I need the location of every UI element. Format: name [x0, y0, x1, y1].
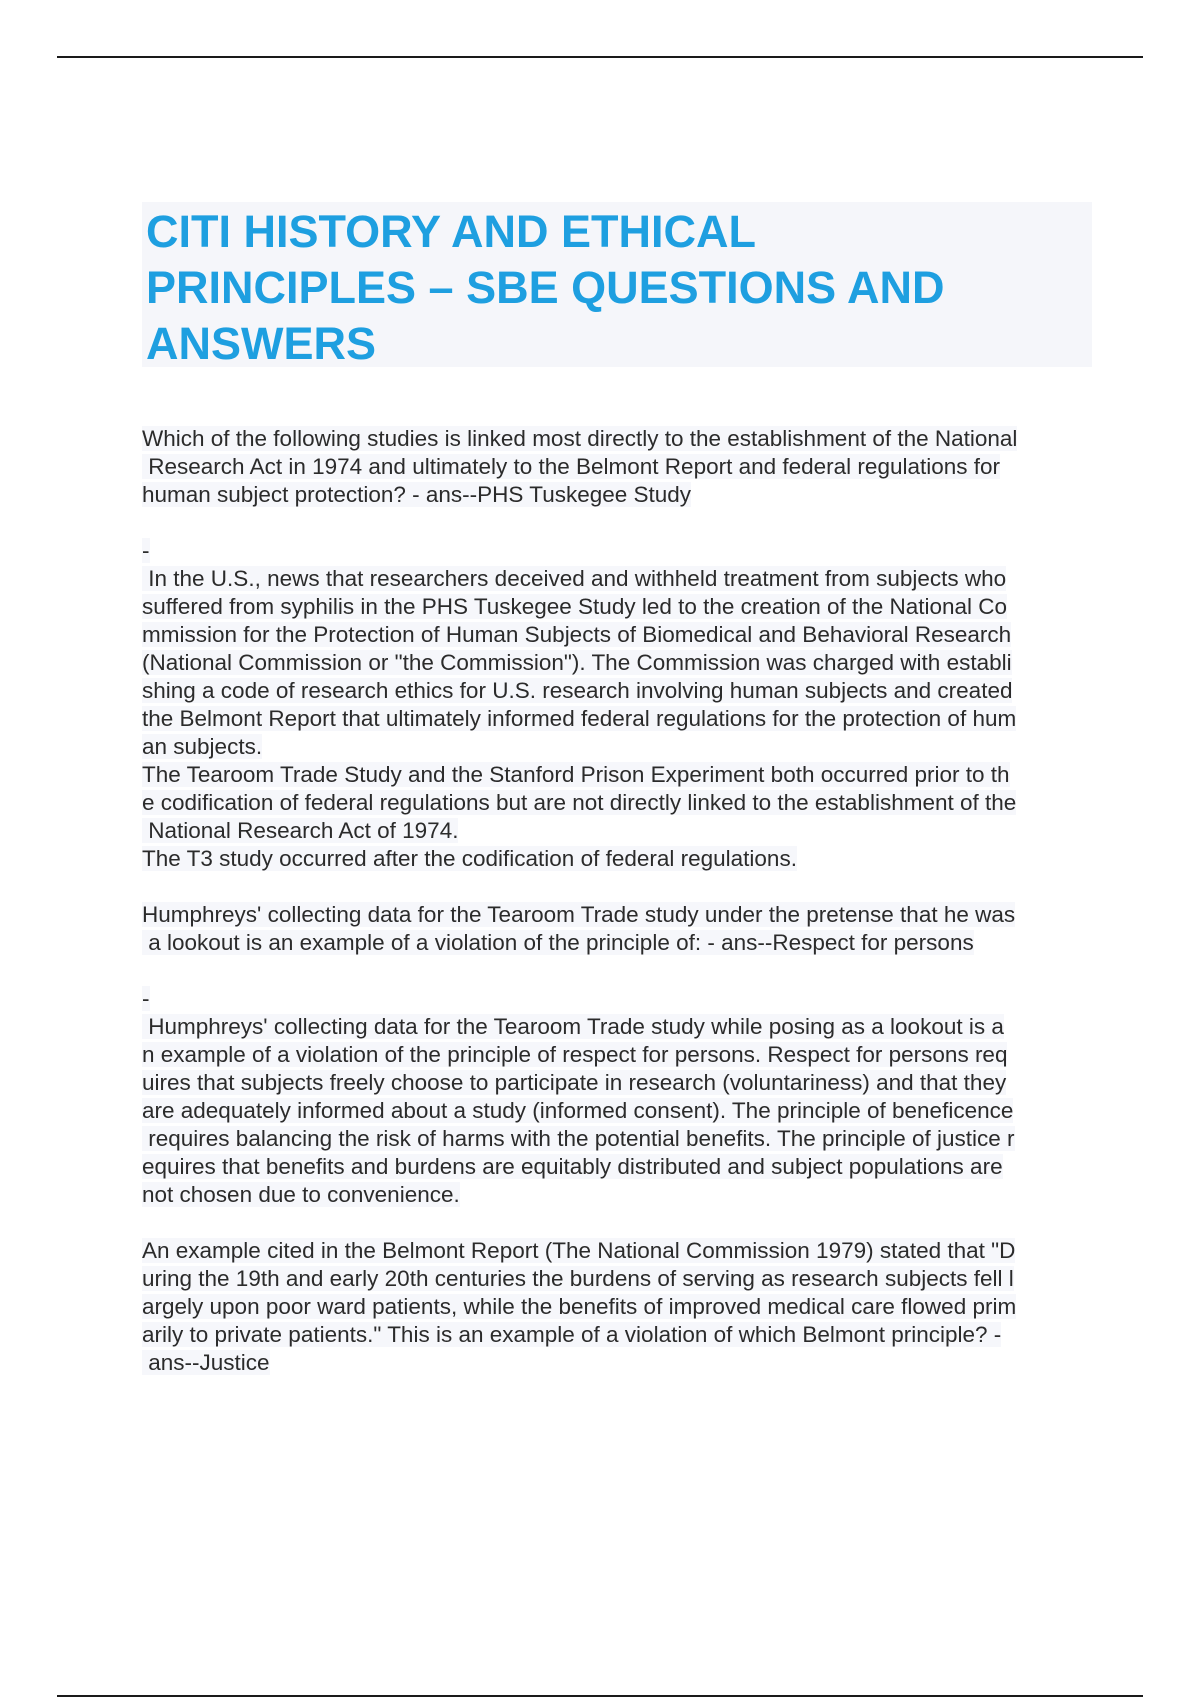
explanation-2: [142, 985, 1092, 1209]
document-title: CITI HISTORY AND ETHICAL PRINCIPLES – SBE QUESTIONS AND ANSWERS: [146, 206, 945, 369]
bottom-rule: [57, 1695, 1143, 1697]
question-2: [142, 901, 1092, 957]
question-1: [142, 425, 1092, 509]
explanation-1-text: - In the U.S., news that researchers deceived and withheld treatment from subjects who suffered from syphilis in the PHS Tuskegee Study led to the creation of the National Co mmission for the Protection of Human Subjects of Biomedical and Behavioral Research (National Commission or "the Commission"). The Commission was charged with establi shing a code of research ethics for U.S. research involving human subjects and created the Belmont Report that ultimately informed federal regulations for the protection of hum an subjects. The Tearoom Trade Study and the Stanford Prison Experiment both occurred prior to th e codification of federal regulations but are not directly linked to the establishment of the National Research Act of 1974. The T3 study occurred after the codification of federal regulations.: [142, 538, 1017, 871]
title-block: [142, 202, 1092, 367]
question-3: [142, 1237, 1092, 1377]
question-1-text: Which of the following studies is linked most directly to the establishment of the National Research Act in 1974 and ultimately to the Belmont Report and federal regulations for human subject protection? - ans--PHS Tuskegee Study: [142, 426, 1018, 507]
spacer: [142, 873, 1092, 901]
question-2-text: Humphreys' collecting data for the Tearoom Trade study under the pretense that he was a lookout is an example of a violation of the principle of: - ans--Respect for persons: [142, 902, 1016, 955]
explanation-1: [142, 537, 1092, 873]
document-body: [142, 425, 1092, 1377]
spacer: [142, 957, 1092, 985]
top-rule: [57, 56, 1143, 58]
explanation-2-text: - Humphreys' collecting data for the Tearoom Trade study while posing as a lookout is a n example of a violation of the principle of respect for persons. Respect for persons req uires that subjects freely choose to participate in research (voluntariness) and that they are adequately informed about a study (informed consent). The principle of beneficence requires balancing the risk of harms with the potential benefits. The principle of justice r equires that benefits and burdens are equitably distributed and subject populations are not chosen due to convenience.: [142, 986, 1015, 1207]
spacer: [142, 1209, 1092, 1237]
question-3-text: An example cited in the Belmont Report (The National Commission 1979) stated that "D uring the 19th and early 20th centuries the burdens of serving as research subjects fell l argely upon poor ward patients, while the benefits of improved medical care flowed prim arily to private patients." This is an example of a violation of which Belmont principle? - ans--Justice: [142, 1238, 1017, 1375]
spacer: [142, 509, 1092, 537]
